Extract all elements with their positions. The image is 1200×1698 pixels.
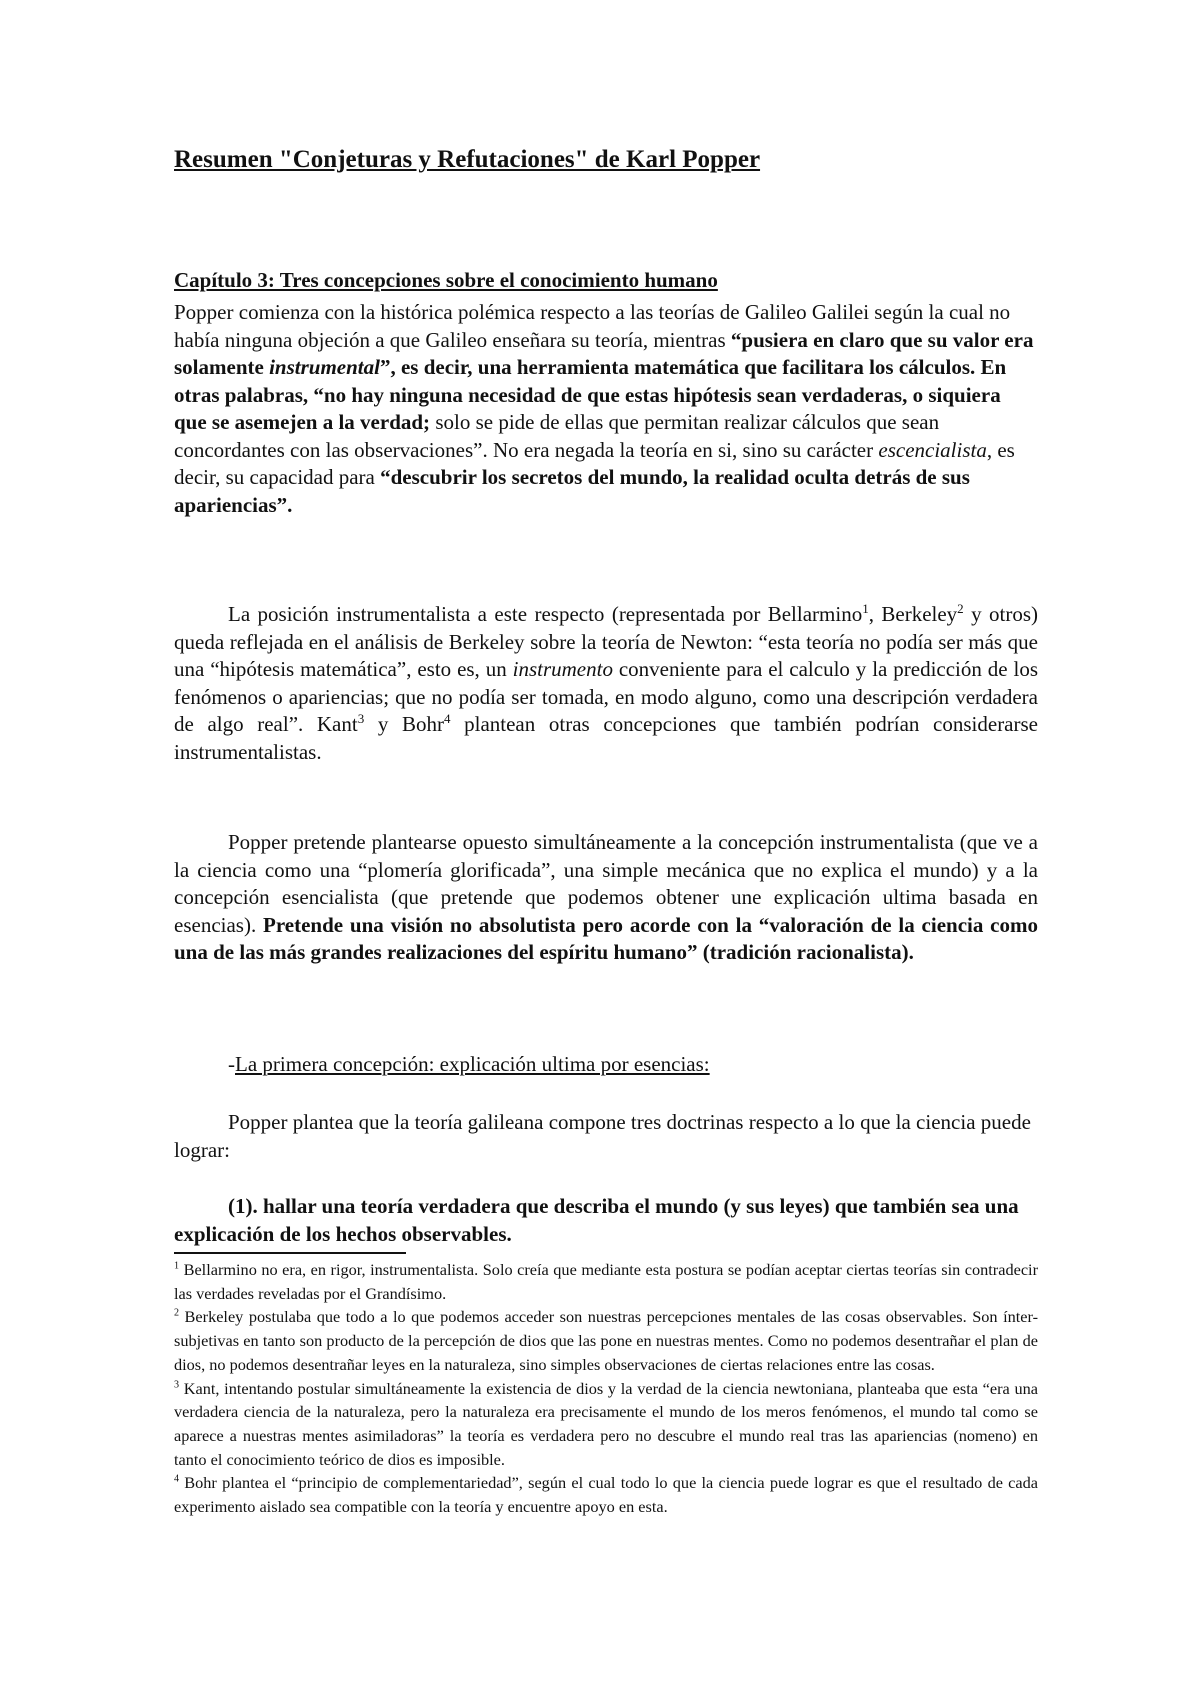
section-subheading	[228, 1052, 710, 1077]
footnote-number: 1	[174, 1260, 180, 1272]
p1-text-2: solo se pide de ellas que permitan realizar cálculos que sean concordantes con las observaciones”. No era negada la teoría en si, sino su carácter	[174, 410, 940, 462]
footnote-number: 3	[174, 1379, 180, 1391]
p1-text-1: Popper comienza con la histórica polémica respecto a las teorías de Galileo Galilei según la cual no había ninguna objeción a que Galileo enseñara su teoría, mientras	[174, 300, 1011, 352]
p2-text-5: y Bohr	[364, 712, 444, 736]
p1-bold-2: ”, es decir, una herramienta matemática que facilitara los cálculos. En otras palabras, “no hay ninguna necesidad de que estas hipótesis sean verdaderas, o siquiera que se asemejen a la verdad;	[174, 355, 1007, 434]
p2-italic-1: instrumento	[512, 657, 613, 681]
footnote-2	[174, 1305, 1038, 1376]
footnote-number: 2	[174, 1307, 180, 1319]
footnotes	[174, 1258, 1038, 1519]
p1-bold-1: “pusiera en claro que su valor era solamente	[174, 327, 1034, 379]
paragraph-popper-position	[174, 829, 1038, 967]
p3-bold-1: Pretende una visión no absolutista pero acorde con la “valoración de la ciencia como una de las más grandes realizaciones del espíritu humano” (tradición racionalista).	[174, 912, 1038, 964]
footnote-3	[174, 1377, 1038, 1472]
footnote-text: Bohr plantea el “principio de complementariedad”, según el cual todo lo que la ciencia puede lograr es que el resultado de cada experimento aislado sea compatible con la teoría y encuentre apoyo en esta.	[174, 1473, 1038, 1517]
doctrine-1: (1). hallar una teoría verdadera que describa el mundo (y sus leyes) que también sea una explicación de los hechos observables.	[174, 1194, 1019, 1246]
footnote-ref-3: 3	[357, 711, 365, 726]
footnote-4	[174, 1471, 1038, 1518]
p1-text-3: , es decir, su capacidad para	[174, 437, 1015, 489]
paragraph-intro	[174, 299, 1038, 519]
footnote-separator	[174, 1252, 406, 1254]
p3-text-1: Popper pretende plantearse opuesto simultáneamente a la concepción instrumentalista (que ve a la ciencia como una “plomería glorificada”, una simple mecánica que no explica el mundo) y a la concepción esencialista (que pretende que podemos obtener une explicación ultima basada en esencias).	[174, 830, 1038, 937]
p2-text-2: , Berkeley	[868, 602, 958, 626]
p1-bold-3: “descubrir los secretos del mundo, la realidad oculta detrás de sus apariencias”.	[174, 465, 970, 517]
footnote-1	[174, 1258, 1038, 1305]
paragraph-instrumentalism	[174, 601, 1038, 766]
footnote-ref-2: 2	[957, 601, 964, 616]
subheading-dash: -	[228, 1052, 235, 1076]
p2-text-1: La posición instrumentalista a este respecto (representada por Bellarmino	[228, 602, 863, 626]
subheading-text: La primera concepción: explicación ultima por esencias:	[235, 1052, 710, 1076]
paragraph-three-doctrines: Popper plantea que la teoría galileana compone tres doctrinas respecto a lo que la ciencia puede lograr:	[174, 1110, 1031, 1162]
footnote-text: Kant, intentando postular simultáneamente la existencia de dios y la verdad de la ciencia newtoniana, planteaba que esta “era una verdadera ciencia de la naturaleza, pero la naturaleza era precisamente el mundo de los meros fenómenos, el mundo tal como se aparece a nuestras mentes asimiladoras” la teoría es verdadera pero no descubre el mundo real tras las apariencias (nomeno) en tanto el conocimiento teórico de dios es imposible.	[174, 1378, 1038, 1469]
p2-text-4: conveniente para el calculo y la predicción de los fenómenos o apariencias; que no podía ser tomada, en modo alguno, como una descripción verdadera de algo real”. Kant	[174, 657, 1038, 736]
p1-italic-1: escencialista	[878, 437, 987, 462]
chapter-heading: Capítulo 3: Tres concepciones sobre el conocimiento humano	[174, 268, 718, 292]
p2-text-6: plantean otras concepciones que también podrían considerarse instrumentalistas.	[174, 712, 1038, 764]
p2-text-3: y otros) queda reflejada en el análisis de Berkeley sobre la teoría de Newton: “esta teoría no podía ser más que una “hipótesis matemática”, esto es, un	[174, 602, 1038, 681]
footnote-number: 4	[174, 1473, 180, 1485]
footnote-ref-1: 1	[862, 601, 869, 616]
footnote-text: Berkeley postulaba que todo a lo que podemos acceder son nuestras percepciones mentales de las cosas observables. Son ínter-subjetivas en tanto son producto de la percepción de dios que las pone en nuestras mentes. Como no podemos desentrañar el plan de dios, no podemos desentrañar leyes en la naturaleza, sino simples observaciones de ciertas relaciones entre las cosas.	[174, 1307, 1038, 1374]
p1-bold-italic-1: instrumental	[269, 355, 380, 379]
document-title: Resumen "Conjeturas y Refutaciones" de Karl Popper	[174, 146, 761, 173]
footnote-ref-4: 4	[443, 711, 451, 726]
footnote-text: Bellarmino no era, en rigor, instrumentalista. Solo creía que mediante esta postura se podían aceptar ciertas teorías sin contradecir las verdades reveladas por el Grandísimo.	[174, 1260, 1038, 1303]
